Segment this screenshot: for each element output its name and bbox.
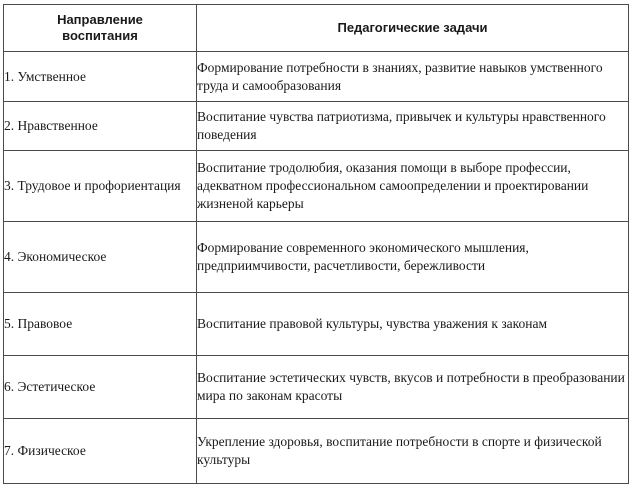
table-row — [4, 356, 629, 419]
direction-cell: 5. Правовое — [4, 293, 197, 356]
direction-cell: 3. Трудовое и профориентация — [4, 151, 197, 222]
direction-cell: 2. Нравственное — [4, 102, 197, 151]
tasks-cell: Укрепление здоровья, воспитание потребности в спорте и физической культуры — [197, 419, 629, 484]
header-direction-label: Направление воспитания — [57, 12, 143, 43]
table-row — [4, 419, 629, 484]
education-directions-table — [3, 4, 629, 484]
table-row — [4, 102, 629, 151]
direction-cell: 1. Умственное — [4, 52, 197, 102]
tasks-cell: Воспитание чувства патриотизма, привычек и культуры нравственного поведения — [197, 102, 629, 151]
direction-cell: 4. Экономическое — [4, 222, 197, 293]
direction-cell: 6. Эстетическое — [4, 356, 197, 419]
table-row — [4, 222, 629, 293]
header-direction — [4, 5, 197, 52]
table-row — [4, 293, 629, 356]
tasks-cell: Воспитание правовой культуры, чувства уважения к законам — [197, 293, 629, 356]
header-tasks: Педагогические задачи — [197, 5, 629, 52]
tasks-cell: Формирование потребности в знаниях, развитие навыков умственного труда и самообразования — [197, 52, 629, 102]
tasks-cell: Формирование современного экономического мышления, предприимчивости, расчетливости, бережливости — [197, 222, 629, 293]
tasks-cell: Воспитание тродолюбия, оказания помощи в выборе профессии, адекватном профессиональном самоопределении и проектировании жизненой карьеры — [197, 151, 629, 222]
table-row — [4, 151, 629, 222]
tasks-cell: Воспитание эстетических чувств, вкусов и потребности в преобразовании мира по законам красоты — [197, 356, 629, 419]
direction-cell: 7. Физическое — [4, 419, 197, 484]
header-row — [4, 5, 629, 52]
table-row — [4, 52, 629, 102]
